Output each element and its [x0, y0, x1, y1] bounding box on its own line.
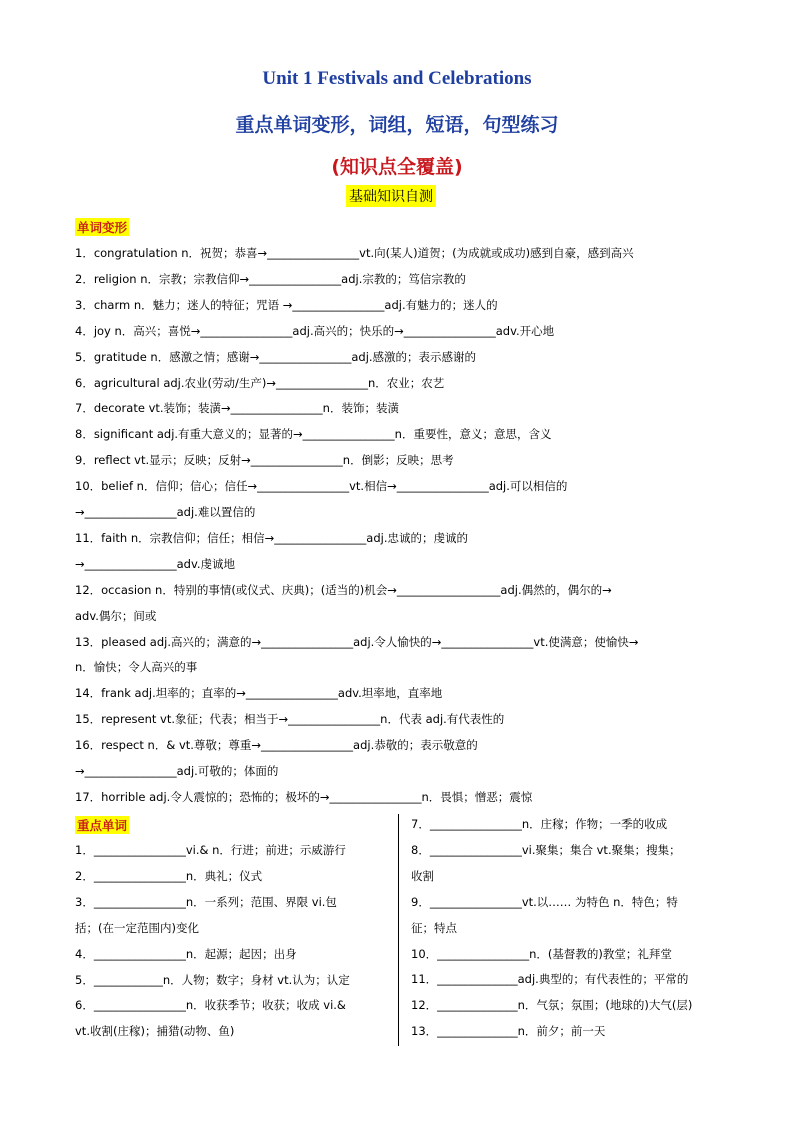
column-divider [398, 814, 399, 1046]
exercise-line: 2．________________n．典礼；仪式 [75, 868, 263, 883]
exercise-line: 9．________________vt.以…… 为特色 n．特色；特 [411, 894, 678, 909]
exercise-line: 1．________________vi.& n．行进；前进；示威游行 [75, 843, 346, 857]
exercise-line: 3．________________n．一系列；范围、界限 vi.包 [75, 894, 337, 909]
exercise-line: 12．occasion n．特别的事情(或仪式、庆典)；(适当的)机会→__________________adj.偶然的，偶尔的→ [75, 582, 612, 597]
exercise-line: 17．horrible adj.令人震惊的；恐怖的；极坏的→________________n．畏惧；憎恶；震惊 [75, 789, 533, 804]
exercise-line: 7．________________n．庄稼；作物；一季的收成 [411, 817, 668, 831]
section-basics-label: 基础知识自测 [346, 185, 436, 207]
exercise-line: 8．________________vi.聚集；集合 vt.聚集；搜集； [411, 842, 681, 857]
exercise-line: n．愉快；令人高兴的事 [75, 660, 198, 675]
exercise-line: →________________adj.可敬的；体面的 [75, 764, 279, 778]
exercise-line: 1．congratulation n．祝贺；恭喜→________________vt.向(某人)道贺；(为成就或成功)感到自豪，感到高兴 [75, 246, 634, 260]
page-title-en: Unit 1 Festivals and Celebrations [262, 68, 532, 89]
exercise-line: 收割 [411, 868, 434, 883]
page-subtitle-coverage: (知识点全覆盖) [331, 156, 463, 178]
exercise-line: 8．significant adj.有重大意义的；显著的→________________n．重要性，意义；意思，含义 [75, 427, 552, 442]
exercise-line: 13．______________n．前夕；前一天 [411, 1024, 606, 1039]
exercise-line: 10．________________n．(基督教的)教堂；礼拜堂 [411, 946, 672, 961]
exercise-line: 10．belief n．信仰；信心；信任→________________vt.相信→________________adj.可以相信的 [75, 479, 568, 494]
exercise-line: 5．____________n．人物；数字；身材 vt.认为；认定 [75, 972, 350, 987]
exercise-line: 16．respect n．& vt.尊敬；尊重→________________adj.恭敬的；表示敬意的 [75, 738, 478, 753]
exercise-line: 15．represent vt.象征；代表；相当于→________________n．代表 adj.有代表性的 [75, 712, 505, 727]
exercise-line: 5．gratitude n．感激之情；感谢→________________adj.感激的；表示感谢的 [75, 349, 477, 364]
exercise-line: vt.收割(庄稼)；捕猎(动物、鱼) [75, 1024, 235, 1039]
section-key-words-label: 重点单词 [77, 818, 128, 833]
page-title-cn: 重点单词变形，词组，短语，句型练习 [235, 114, 559, 136]
exercise-line: 2．religion n．宗教；宗教信仰→________________adj.宗教的；笃信宗教的 [75, 271, 466, 286]
exercise-line: 7．decorate vt.装饰；装潢→________________n．装饰；装潢 [75, 401, 399, 416]
exercise-line: adv.偶尔；间或 [75, 608, 157, 623]
exercise-line: 12．______________n．气氛；氛围；(地球的)大气(层) [411, 998, 693, 1013]
exercise-line: 4．joy n．高兴；喜悦→________________adj.高兴的；快乐的→________________adv.开心地 [75, 323, 555, 338]
exercise-line: 括；(在一定范围内)变化 [75, 920, 199, 935]
exercise-line: 9．reflect vt.显示；反映；反射→________________n．倒影；反映；思考 [75, 453, 454, 468]
exercise-line: 11．faith n．宗教信仰；信任；相信→________________adj.忠诚的；虔诚的 [75, 530, 468, 545]
exercise-line: 14．frank adj.坦率的；直率的→________________adv.坦率地，直率地 [75, 686, 443, 701]
exercise-line: 11．______________adj.典型的；有代表性的；平常的 [411, 972, 689, 987]
exercise-line: 13．pleased adj.高兴的；满意的→________________adj.令人愉快的→________________vt.使满意；使愉快→ [75, 634, 639, 649]
exercise-line: 6．agricultural adj.农业(劳动/生产)→________________n．农业；农艺 [75, 375, 445, 390]
exercise-line: 4．________________n．起源；起因；出身 [75, 946, 297, 961]
exercise-line: 6．________________n．收获季节；收获；收成 vi.& [75, 998, 346, 1013]
exercise-line: 征；特点 [411, 920, 457, 935]
exercise-line: →________________adj.难以置信的 [75, 505, 256, 519]
section-word-forms-label: 单词变形 [77, 220, 128, 235]
exercise-line: →________________adv.虔诚地 [75, 556, 236, 571]
exercise-line: 3．charm n．魅力；迷人的特征；咒语 →________________adj.有魅力的；迷人的 [75, 297, 498, 312]
